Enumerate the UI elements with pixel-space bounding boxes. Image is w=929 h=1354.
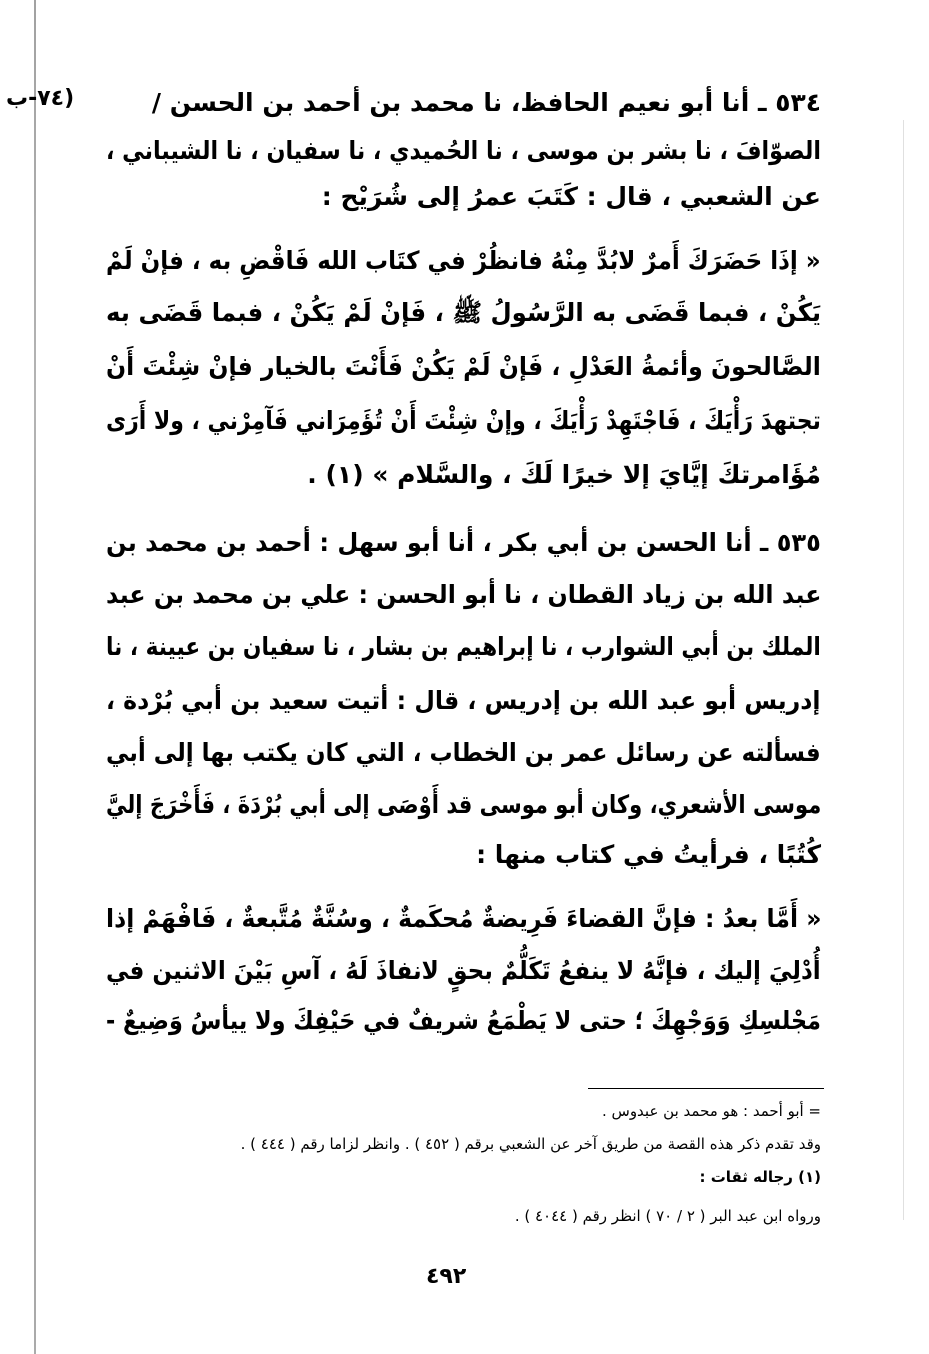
quote-2-line-1: « أَمَّا بعدُ : فإنَّ القضاءَ فَرِيضةٌ مُحكَمةٌ ، وسُنَّةٌ مُتَّبعةٌ ، فَافْهَمْ إذا <box>105 904 821 933</box>
footnote-1-body: ورواه ابن عبد البر ( ٢ / ٧٠ ) انظر رقم ( ٤٠٤٤ ) . <box>514 1207 821 1225</box>
quote-1-line-1: « إذَا حَضَرَكَ أَمرٌ لابُدَّ مِنْهُ فانظُرْ في كتَاب الله فَاقْضِ به ، فإنْ لَمْ <box>106 246 821 275</box>
footnote-1-heading: (١) رجاله ثقات : <box>699 1168 821 1186</box>
manuscript-folio-reference: (٧٤-ب <box>6 86 75 111</box>
quote-2-line-2: أُدْلِيَ إليك ، فإنَّهُ لا ينفعُ تَكَلُّمٌ بحقٍ لانفاذَ لَهُ ، آسِ بَيْنَ الاثنين في <box>106 956 821 985</box>
scan-edge-right <box>903 120 904 1220</box>
entry-535-line-4: إدريس أبو عبد الله بن إدريس ، قال : أتيت سعيد بن أبي بُرْدة ، <box>106 686 821 715</box>
entry-534-line-1: ٥٣٤ ـ أنا أبو نعيم الحافظ، نا محمد بن أحمد بن الحسن / <box>151 88 821 117</box>
footnote-separator <box>588 1088 824 1089</box>
quote-2-line-3: مَجْلسِكِ وَوَجْهِكَ ؛ حتى لا يَطْمَعُ شريفٌ في حَيْفِكَ ولا ييأسُ وَضِيعٌ - <box>106 1006 821 1035</box>
entry-535-line-2: عبد الله بن زياد القطان ، نا أبو الحسن : علي بن محمد بن عبد <box>105 580 821 609</box>
entry-534-line-2: الصوّافَ ، نا بشر بن موسى ، نا الحُميدي ، نا سفيان ، نا الشيباني ، <box>106 136 821 165</box>
quote-1-line-2: يَكُنْ ، فبما قَضَى به الرَّسُولُ ﷺ ، فَإنْ لَمْ يَكُنْ ، فبما قَضَى به <box>105 298 821 327</box>
scan-edge-left <box>34 0 36 1354</box>
entry-535-line-6: موسى الأشعري، وكان أبو موسى قد أَوْصَى إلى أبي بُرْدَةَ ، فَأَخْرَجَ إليَّ <box>105 790 821 819</box>
entry-535-line-7: كُتُبًا ، فرأيتُ في كتاب منها : <box>476 840 821 869</box>
entry-534-line-3: عن الشعبي ، قال : كَتَبَ عمرُ إلى شُرَيْح : <box>321 182 821 211</box>
entry-535-line-5: فسألته عن رسائل عمر بن الخطاب ، التي كان يكتب بها إلى أبي <box>106 738 821 767</box>
entry-535-line-1: ٥٣٥ ـ أنا الحسن بن أبي بكر ، أنا أبو سهل : أحمد بن محمد بن <box>106 528 821 557</box>
quote-1-line-5: مُؤَامرتكَ إيَّايَ إلا خيرًا لَكَ ، والسَّلام » (١) . <box>307 460 821 489</box>
quote-1-line-4: تجتهدَ رَأْيَكَ ، فَاجْتَهِدْ رَأْيَكَ ، وإنْ شِئْتَ أَنْ تُؤَمِرَاني فَآمِرْني ، ولا أَرَى <box>106 406 821 435</box>
quote-1-line-3: الصَّالحونَ وأئمةُ العَدْلِ ، فَإنْ لَمْ يَكُنْ فَأَنْتَ بالخيار فإنْ شِئْتَ أَنْ <box>106 352 821 381</box>
footnote-cross-reference: وقد تقدم ذكر هذه القصة من طريق آخر عن الشعبي برقم ( ٤٥٢ ) . وانظر لزاما رقم ( ٤٤٤ ) . <box>240 1135 821 1153</box>
page-number: ٤٩٢ <box>426 1264 467 1289</box>
entry-535-line-3: الملك بن أبي الشوارب ، نا إبراهيم بن بشار ، نا سفيان بن عيينة ، نا <box>106 632 821 661</box>
footnote-continuation: = أبو أحمد : هو محمد بن عبدوس . <box>601 1102 821 1120</box>
